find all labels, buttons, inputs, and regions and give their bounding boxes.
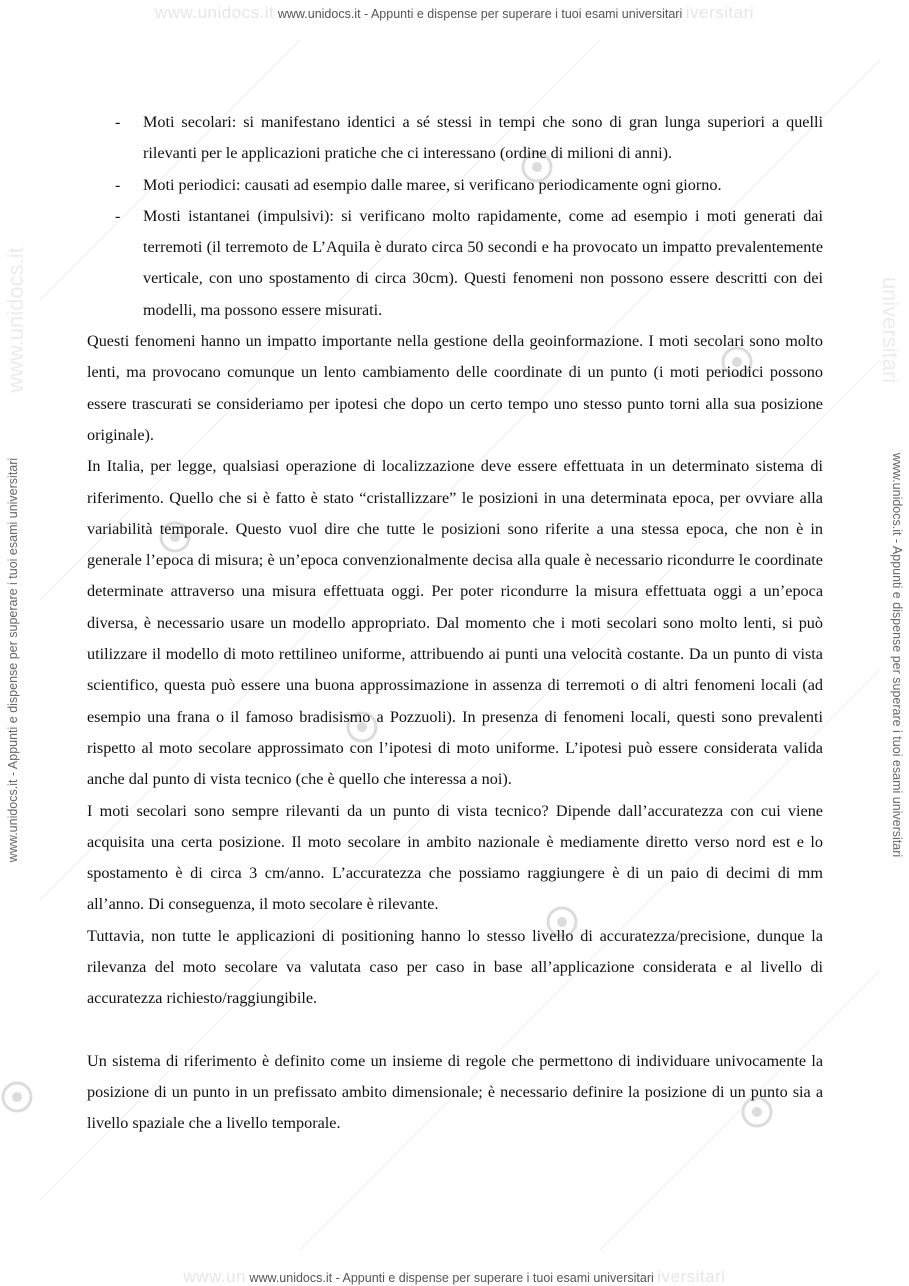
bullet-dash: - bbox=[115, 175, 121, 194]
watermark-header-ghost: www.unidocs.it bbox=[154, 3, 275, 22]
unidocs-logo-icon bbox=[0, 1080, 34, 1114]
watermark-footer bbox=[0, 1267, 909, 1286]
watermark-footer-text: www.unidocs.it - Appunti e dispense per superare i tuoi esami universitari bbox=[249, 1271, 654, 1285]
watermark-side-right-ghost: universitari bbox=[878, 276, 903, 384]
bullet-dash: - bbox=[115, 206, 121, 225]
watermark-header-ghost: iversitari bbox=[685, 3, 755, 22]
document-body bbox=[87, 107, 823, 1140]
bullet-text: Moti secolari: si manifestano identici a sé stessi in tempi che sono di gran lunga superiori a quelli rilevanti per le applicazioni pratiche che ci interessano (ordine di milioni di anni). bbox=[143, 113, 823, 163]
watermark-side-right: www.unidocs.it - Appunti e dispense per superare i tuoi esami universitari bbox=[890, 452, 904, 858]
watermark-footer-ghost: www.un bbox=[183, 1267, 246, 1286]
watermark-side-left: www.unidocs.it - Appunti e dispense per superare i tuoi esami universitari bbox=[6, 457, 20, 863]
bullet-list bbox=[87, 107, 823, 326]
watermark-header-text: www.unidocs.it - Appunti e dispense per superare i tuoi esami universitari bbox=[277, 7, 683, 21]
list-item bbox=[87, 170, 823, 201]
list-item bbox=[87, 107, 823, 170]
watermark-footer-ghost: iversitari bbox=[657, 1267, 726, 1286]
paragraph: Questi fenomeni hanno un impatto importante nella gestione della geoinformazione. I moti secolari sono molto lenti, ma provocano comunque un lento cambiamento delle coordinate di un punto (i moti periodici possono essere trascurati se consideriamo per ipotesi che dopo un certo tempo uno stesso punto torni alla sua posizione originale). bbox=[87, 332, 823, 444]
watermark-side-left-ghost: www.unidocs.it bbox=[3, 247, 28, 393]
list-item bbox=[87, 201, 823, 326]
bullet-text: Moti periodici: causati ad esempio dalle maree, si verificano periodicamente ogni giorno. bbox=[143, 175, 722, 194]
paragraph: In Italia, per legge, qualsiasi operazione di localizzazione deve essere effettuata in un determinato sistema di riferimento. Quello che si è fatto è stato “cristallizzare” le posizioni in una determinata epoca, per ovviare alla variabilità temporale. Questo vuol dire che tutte le posizioni sono riferite a una stessa epoca, che non è in generale l’epoca di misura; è un’epoca convenzionalmente decisa alla quale è necessario ricondurre le coordinate determinate attraverso una misura effettuata oggi. Per poter ricondurre la misura effettuata oggi a un’epoca diversa, è necessario usare un modello appropriato. Dal momento che i moti secolari sono molto lenti, si può utilizzare il modello di moto rettilineo uniforme, attribuendo ai punti una velocità costante. Da un punto di vista scientifico, questa può essere una buona approssimazione in assenza di terremoti o di altri fenomeni locali (ad esempio una frana o il famoso bradisismo a Pozzuoli). In presenza di fenomeni locali, questi sono prevalenti rispetto al moto secolare approssimato con l’ipotesi di moto uniforme. L’ipotesi può essere considerata valida anche dal punto di vista tecnico (che è quello che interessa a noi). bbox=[87, 457, 823, 789]
paragraph: Tuttavia, non tutte le applicazioni di positioning hanno lo stesso livello di accuratezza/precisione, dunque la rilevanza del moto secolare va valutata caso per caso in base all’applicazione considerata e al livello di accuratezza richiesto/raggiungibile. bbox=[87, 926, 823, 1008]
paragraph: Un sistema di riferimento è definito come un insieme di regole che permettono di individuare univocamente la posizione di un punto in un prefissato ambito dimensionale; è necessario definire la posizione di un punto sia a livello spaziale che a livello temporale. bbox=[87, 1051, 823, 1133]
bullet-text: Mosti istantanei (impulsivi): si verificano molto rapidamente, come ad esempio i moti generati dai terremoti (il terremoto de L’Aquila è durato circa 50 secondi e ha provocato un impatto prevalentemente verticale, con uno spostamento di circa 30cm). Questi fenomeni non possono essere descritti con dei modelli, ma possono essere misurati. bbox=[143, 206, 823, 319]
paragraph: I moti secolari sono sempre rilevanti da un punto di vista tecnico? Dipende dall’accuratezza con cui viene acquisita una certa posizione. Il moto secolare in ambito nazionale è mediamente diretto verso nord est e lo spostamento è di circa 3 cm/anno. L’accuratezza che possiamo raggiungere è di un paio di decimi di mm all’anno. Di conseguenza, il moto secolare è rilevante. bbox=[87, 801, 823, 914]
watermark-header bbox=[0, 3, 909, 23]
bullet-dash: - bbox=[115, 113, 121, 131]
